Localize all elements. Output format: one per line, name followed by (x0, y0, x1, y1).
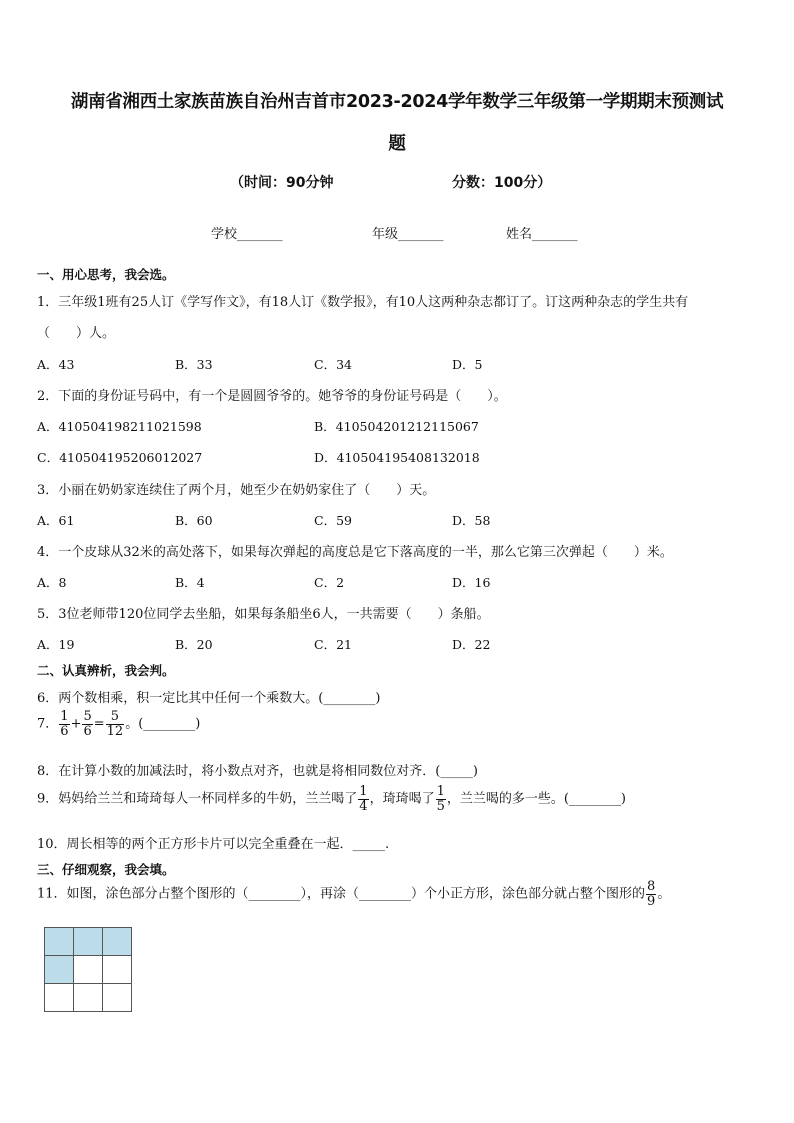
q1-option-b: B．33 (175, 357, 213, 372)
grid-cell-empty (103, 984, 132, 1012)
page-title-line1: 湖南省湘西土家族苗族自治州吉首市2023-2024学年数学三年级第一学期期末预测试 (70, 92, 724, 112)
q9-f2-denominator: 5 (436, 798, 445, 814)
q7-f1-denominator: 6 (60, 723, 69, 739)
q9-fraction-1 (358, 785, 368, 813)
exam-time: （时间：90分钟 (230, 175, 334, 191)
q3-option-b: B．60 (175, 513, 213, 528)
q7-prefix: 7． (37, 716, 59, 732)
q9-part3: ，兰兰喝的多一些。(________) (446, 791, 627, 807)
q3-option-d: D．58 (452, 513, 491, 528)
page-title-line2: 题 (388, 134, 406, 154)
q9-part1: 9．妈妈给兰兰和琦琦每人一杯同样多的牛奶，兰兰喝了 (37, 791, 358, 807)
q7-fraction-2 (82, 710, 92, 738)
q2-option-d: D．410504195408132018 (314, 450, 480, 465)
q7-f3-denominator: 12 (106, 723, 124, 739)
q7-f1-numerator: 1 (60, 709, 69, 724)
question-11 (37, 880, 670, 908)
q1-option-c: C．34 (314, 357, 352, 372)
q4-option-d: D．16 (452, 575, 491, 590)
question-1-line1: 1．三年级1班有25人订《学写作文》，有18人订《数学报》，有10人这两种杂志都订了。订这两种杂志的学生共有 (37, 295, 689, 310)
grid-cell-empty (74, 984, 103, 1012)
q5-option-a: A．19 (37, 637, 75, 652)
q11-f-denominator: 9 (647, 893, 656, 909)
q11-part2: 。 (657, 886, 671, 902)
grid-cell-shaded (103, 928, 132, 956)
question-2: 2．下面的身份证号码中，有一个是圆圆爷爷的。她爷爷的身份证号码是（ ）。 (37, 389, 507, 404)
grade-field: 年级_______ (372, 227, 444, 242)
q9-f1-denominator: 4 (359, 798, 368, 814)
q7-f2-numerator: 5 (83, 709, 92, 724)
q5-option-b: B．20 (175, 637, 213, 652)
q7-suffix: 。(________) (125, 716, 201, 732)
q3-option-a: A．61 (37, 513, 75, 528)
question-6: 6．两个数相乘，积一定比其中任何一个乘数大。(________) (37, 691, 381, 706)
section-2-heading: 二、认真辨析，我会判。 (37, 663, 175, 678)
q1-option-d: D．5 (452, 357, 483, 372)
q2-option-a: A．410504198211021598 (37, 419, 202, 434)
grid-row (45, 984, 132, 1012)
grid-cell-empty (45, 984, 74, 1012)
grid-row (45, 956, 132, 984)
question-5: 5．3位老师带120位同学去坐船，如果每条船坐6人，一共需要（ ）条船。 (37, 607, 490, 622)
school-field: 学校_______ (211, 227, 283, 242)
q7-equals: = (93, 716, 105, 732)
grid-cell-empty (103, 956, 132, 984)
grid-cell-shaded (45, 928, 74, 956)
q9-part2: ，琦琦喝了 (369, 791, 435, 807)
q1-option-a: A．43 (37, 357, 75, 372)
question-8: 8．在计算小数的加减法时，将小数点对齐，也就是将相同数位对齐．(_____) (37, 764, 478, 779)
question-4: 4．一个皮球从32米的高处落下，如果每次弹起的高度总是它下落高度的一半，那么它第三次弹起（ ）米。 (37, 545, 673, 560)
q7-fraction-3 (106, 710, 125, 738)
q4-option-c: C．2 (314, 575, 345, 590)
question-7 (37, 710, 200, 738)
q5-option-c: C．21 (314, 637, 352, 652)
q4-option-a: A．8 (37, 575, 67, 590)
section-3-heading: 三、仔细观察，我会填。 (37, 862, 175, 877)
grid-cell-shaded (74, 928, 103, 956)
question-1-line2: （ ）人。 (37, 326, 116, 341)
q5-option-d: D．22 (452, 637, 491, 652)
q7-f3-numerator: 5 (106, 710, 125, 725)
q7-f2-denominator: 6 (83, 723, 92, 739)
grid-cell-empty (74, 956, 103, 984)
grid-row (45, 928, 132, 956)
q9-fraction-2 (436, 785, 446, 813)
q9-f1-numerator: 1 (359, 784, 368, 799)
q11-part1: 11．如图，涂色部分占整个图形的（________），再涂（________）个小正方形，涂色部分就占整个图形的 (37, 886, 646, 902)
q9-f2-numerator: 1 (436, 784, 445, 799)
question-9 (37, 785, 626, 813)
question-10: 10．周长相等的两个正方形卡片可以完全重叠在一起．_____. (37, 837, 390, 852)
q11-fraction (646, 880, 656, 908)
question-3: 3．小丽在奶奶家连续住了两个月，她至少在奶奶家住了（ ）天。 (37, 483, 436, 498)
section-1-heading: 一、用心思考，我会选。 (37, 267, 175, 282)
exam-score: 分数：100分） (452, 175, 552, 191)
q11-f-numerator: 8 (647, 879, 656, 894)
q7-plus: + (70, 716, 82, 732)
grid-cell-shaded (45, 956, 74, 984)
q2-option-c: C．410504195206012027 (37, 450, 203, 465)
q7-fraction-1 (59, 710, 69, 738)
q3-option-c: C．59 (314, 513, 352, 528)
q4-option-b: B．4 (175, 575, 205, 590)
q2-option-b: B．410504201212115067 (314, 419, 479, 434)
name-field: 姓名_______ (506, 227, 578, 242)
shaded-square-grid (44, 927, 132, 1012)
